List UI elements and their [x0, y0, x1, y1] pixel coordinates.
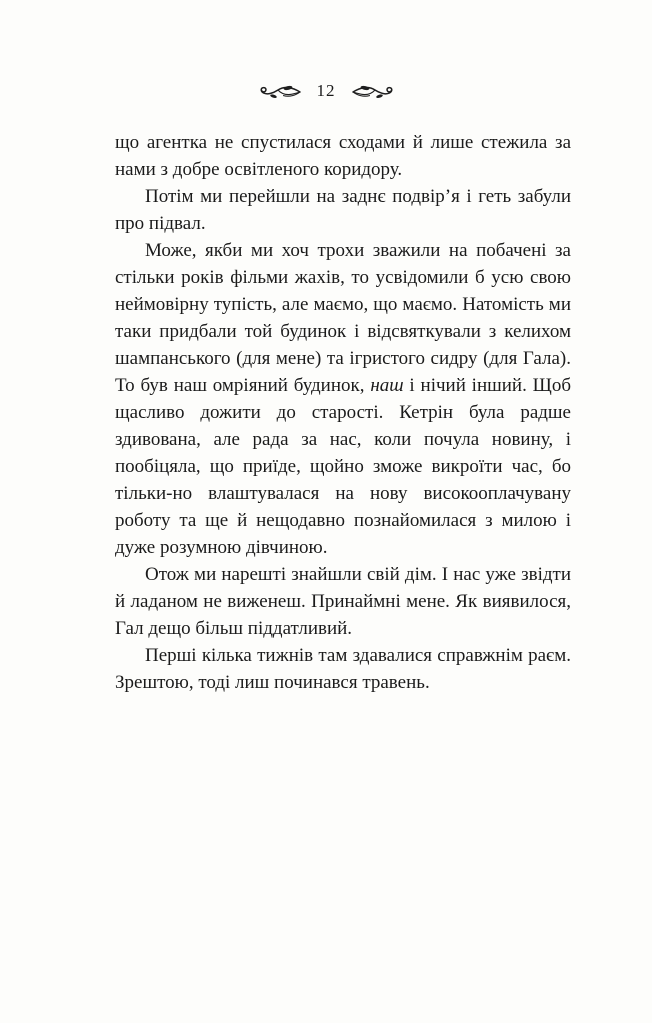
- page-text: [115, 129, 571, 696]
- ornament-right-icon: [352, 84, 400, 100]
- page-header: [0, 82, 652, 101]
- page-number: 12: [316, 81, 336, 100]
- paragraph: [115, 561, 571, 642]
- text-run: і нічий інший. Щоб щасливо дожити до старості. Кетрін була радше здивована, але рада за нас, коли почула новину, і пообіцяла, що приїде, щойно зможе викроїти час, бо тільки-но влаштувалася на нову високооплачувану роботу та ще й нещодавно познайомилася з милою і дуже розумною дівчиною.: [115, 375, 571, 558]
- text-run: Перші кілька тижнів там здавалися справжнім раєм. Зрештою, тоді лиш починався травень.: [115, 645, 571, 693]
- text-run: Отож ми нарешті знайшли свій дім. І нас уже звідти й ладаном не виженеш. Принаймні мене. Як виявилося, Гал дещо більш піддатливий.: [115, 564, 571, 639]
- text-run: що агентка не спустилася сходами й лише стежила за нами з добре освітленого коридору.: [115, 132, 571, 180]
- italic-text-run: наш: [370, 375, 404, 396]
- text-run: Може, якби ми хоч трохи зважили на побачені за стільки років фільми жахів, то усвідомили б усю свою неймовірну тупість, але маємо, що маємо. Натомість ми таки придбали той будинок і відсвяткували з келихом шампанського (для мене) та ігристого сидру (для Гала). То був наш омріяний будинок,: [115, 240, 571, 396]
- paragraph: [115, 183, 571, 237]
- text-run: Потім ми перейшли на заднє подвір’я і геть забули про підвал.: [115, 186, 571, 234]
- paragraph: [115, 642, 571, 696]
- paragraph: [115, 129, 571, 183]
- ornament-left-icon: [253, 84, 301, 100]
- paragraph: [115, 237, 571, 561]
